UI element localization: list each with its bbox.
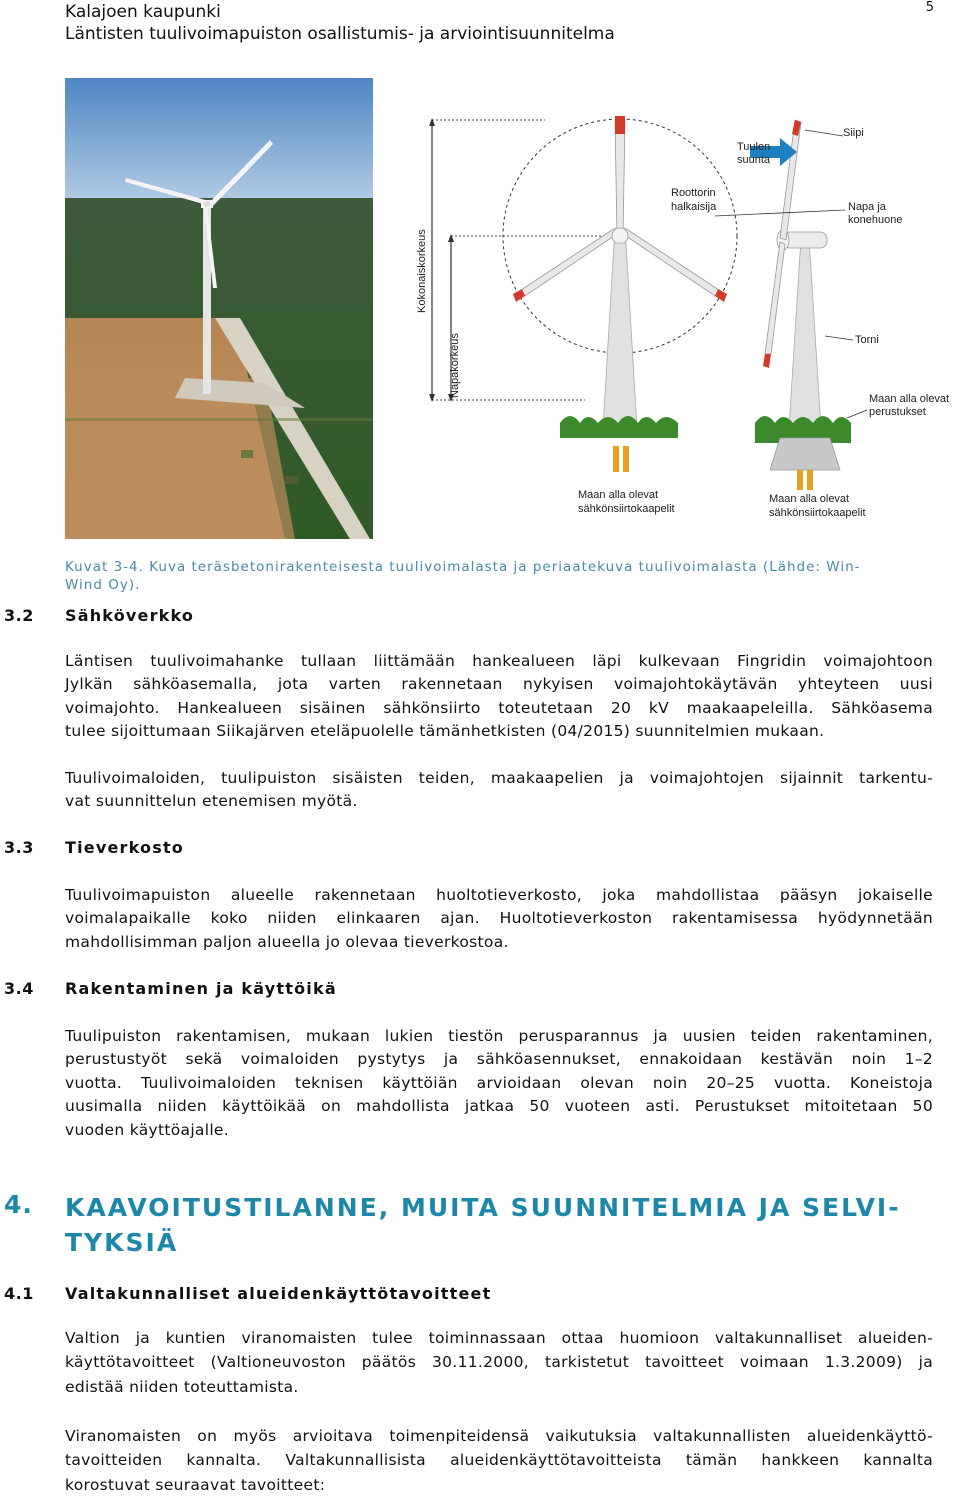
- paragraph-line: voimajohto. Hankealueen sisäinen sähkönsiirto toteutetaan 20 kV maakaapeleilla. Sähköasema: [65, 698, 933, 717]
- chapter-title: [65, 1190, 945, 1260]
- section-title: Sähköverkko: [65, 606, 195, 625]
- paragraph-line: Läntisen tuulivoimahanke tullaan liittämään hankealueen läpi kulkevaan Fingridin voimajohtoon: [65, 652, 933, 670]
- section-number: 3.2: [4, 606, 34, 625]
- paragraph-line: vuoden käyttöajalle.: [65, 1120, 229, 1139]
- figure-caption: [65, 558, 925, 594]
- hub-nacelle-label-2: konehuone: [848, 214, 903, 226]
- paragraph: [65, 767, 933, 814]
- cables-right-label-1: Maan alla olevat: [769, 493, 850, 505]
- paragraph: [65, 1424, 933, 1497]
- cables-left-label-2: sähkönsiirtokaapelit: [578, 503, 675, 515]
- chapter-number: 4.: [4, 1190, 33, 1219]
- paragraph-line: edistää niiden toteuttamista.: [65, 1377, 299, 1396]
- paragraph-line: voimalapaikalle koko niiden elinkaaren ajan. Huoltotieverkoston rakentamisessa hyödynnetään: [65, 909, 933, 928]
- wind-direction-label-1: Tuulen: [737, 141, 771, 153]
- wind-turbine-photo: [65, 78, 373, 539]
- paragraph-line: Viranomaisten on myös arvioitava toimenpiteidensä vaikutuksia valtakunnallisten alueidenkäyttö-: [65, 1427, 933, 1445]
- paragraph-line: Tuulivoimaloiden, tuulipuiston sisäisten teiden, maakaapelien ja voimajohtojen sijainnit tarkentu-: [65, 769, 933, 787]
- chapter-title-line: TYKSIÄ: [65, 1228, 179, 1257]
- caption-line: Kuvat 3-4. Kuva teräsbetonirakenteisesta tuulivoimalasta ja periaatekuva tuulivoimalasta (Lähde: Win-: [65, 559, 861, 575]
- hub-height-label: Napakorkeus: [449, 333, 461, 398]
- paragraph-line: tulee sijoittumaan Siikajärven eteläpuolelle tämänhetkisten (04/2015) suunnitelmien mukaan.: [65, 722, 825, 741]
- paragraph-line: Tuulivoimapuiston alueelle rakennetaan huoltotieverkosto, joka mahdollistaa pääsyn jokaiselle: [65, 886, 933, 904]
- section-title: Valtakunnalliset alueidenkäyttötavoitteet: [65, 1284, 492, 1303]
- header-organization: Kalajoen kaupunki: [65, 2, 221, 22]
- wind-direction-label-2: suunta: [737, 154, 771, 166]
- paragraph-line: uusimalla niiden käyttöikää on mahdollista jatkaa 50 vuoteen asti. Perustukset mitoitetaan 50: [65, 1097, 933, 1116]
- cables-right-label-2: sähkönsiirtokaapelit: [769, 507, 866, 519]
- rotor-diameter-label-1: Roottorin: [671, 187, 716, 199]
- paragraph-line: mahdollisimman paljon alueella jo olevaa tieverkostoa.: [65, 932, 509, 951]
- rotor-diameter-label-2: halkaisija: [671, 201, 717, 213]
- paragraph-line: perustustyöt sekä voimaloiden pystytys ja sähköasennukset, ennakoidaan kestävän noin 1–2: [65, 1050, 933, 1069]
- page-number: 5: [925, 0, 934, 15]
- foundations-label-1: Maan alla olevat: [869, 393, 950, 405]
- paragraph-line: Jylkän sähköasemalla, jota varten rakennetaan nykyisen voimajohtokäytävän yhteyteen uusi: [65, 675, 933, 694]
- paragraph-line: Tuulipuiston rakentamisen, mukaan lukien tiestön perusparannus ja uusien teiden rakentaminen,: [65, 1027, 933, 1045]
- paragraph-line: korostuvat seuraavat tavoitteet:: [65, 1475, 326, 1494]
- paragraph: [65, 1326, 933, 1399]
- chapter-title-line: KAAVOITUSTILANNE, MUITA SUUNNITELMIA JA SELVI-: [65, 1193, 901, 1222]
- wind-turbine-diagram: [385, 78, 960, 528]
- header-document-title: Läntisten tuulivoimapuiston osallistumis- ja arviointisuunnitelma: [65, 24, 615, 44]
- blade-label: Siipi: [843, 127, 864, 139]
- paragraph-line: vat suunnittelun etenemisen myötä.: [65, 792, 358, 811]
- paragraph: [65, 1025, 933, 1142]
- section-title: Rakentaminen ja käyttöikä: [65, 979, 337, 998]
- paragraph-line: vuotta. Tuulivoimaloiden teknisen käyttöiän arvioidaan olevan noin 20–25 vuotta. Koneistoja: [65, 1073, 933, 1092]
- cables-left-label-1: Maan alla olevat: [578, 489, 659, 501]
- caption-line: Wind Oy).: [65, 577, 141, 593]
- foundations-label-2: perustukset: [869, 406, 926, 418]
- hub-nacelle-label-1: Napa ja: [848, 201, 886, 213]
- paragraph-line: Valtion ja kuntien viranomaisten tulee toiminnassaan ottaa huomioon valtakunnalliset alueiden-: [65, 1329, 933, 1347]
- section-number: 3.4: [4, 979, 34, 998]
- paragraph-line: käyttötavoitteet (Valtioneuvoston päätös 30.11.2000, tarkistetut tavoitteet voimaan 1.3.2009) ja: [65, 1353, 933, 1372]
- paragraph: [65, 650, 933, 744]
- tower-label: Torni: [855, 334, 879, 346]
- total-height-label: Kokonaiskorkeus: [416, 229, 428, 313]
- section-title: Tieverkosto: [65, 838, 184, 857]
- section-number: 3.3: [4, 838, 34, 857]
- paragraph: [65, 884, 933, 954]
- section-number: 4.1: [4, 1284, 34, 1303]
- paragraph-line: tavoitteiden kannalta. Valtakunnallisista alueidenkäyttötavoitteista tämän hankkeen kannalta: [65, 1451, 933, 1470]
